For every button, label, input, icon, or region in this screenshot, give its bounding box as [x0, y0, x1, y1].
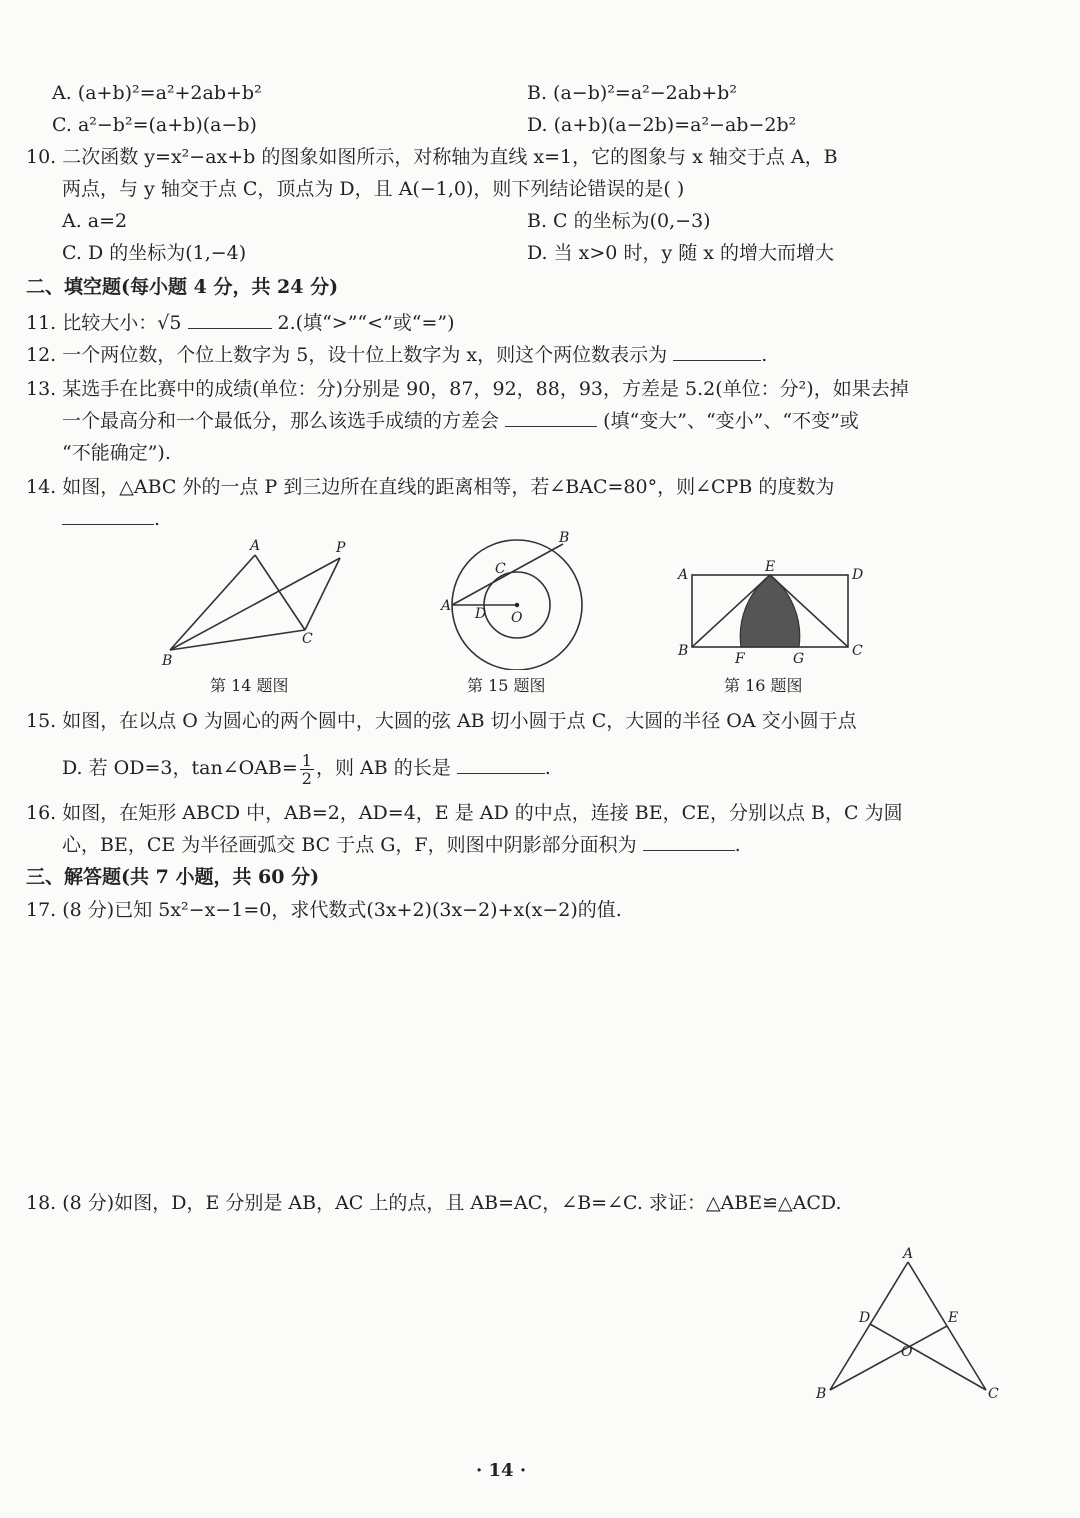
q16-line2 [62, 832, 741, 858]
q13-line1: 13. 某选手在比赛中的成绩(单位：分)分别是 90，87，92，88，93，方差是 5.2(单位：分²)，如果去掉 [26, 378, 909, 400]
q12-text-pre: 12. 一个两位数，个位上数字为 5，设十位上数字为 x，则这个两位数表示为 [26, 344, 668, 366]
q16-answer-blank[interactable] [643, 832, 735, 851]
q12-text-post: . [761, 344, 768, 366]
q11-answer-blank[interactable] [188, 310, 272, 329]
q10-option-c: C. D 的坐标为(1,−4) [62, 242, 247, 264]
fig15-label-a: A [441, 598, 452, 614]
section2-heading: 二、填空题(每小题 4 分，共 24 分) [26, 276, 339, 298]
fig16-label-a: A [678, 567, 689, 583]
q13-answer-blank[interactable] [505, 408, 597, 427]
q11 [26, 310, 455, 336]
q13-text-post: (填“变大”、“变小”、“不变”或 [603, 410, 859, 432]
q10-option-d: D. 当 x>0 时，y 随 x 的增大而增大 [527, 242, 835, 264]
q14-line1: 14. 如图，△ABC 外的一点 P 到三边所在直线的距离相等，若∠BAC=80°，则∠CPB 的度数为 [26, 476, 835, 498]
q14-answer-blank[interactable] [62, 506, 154, 525]
q11-text-pre: 11. 比较大小：√5 [26, 312, 182, 334]
q15-fraction-denominator: 2 [301, 768, 312, 788]
q9-option-d: D. (a+b)(a−2b)=a²−ab−2b² [527, 114, 797, 136]
fig18-label-c: C [988, 1386, 999, 1400]
fig15-caption: 第 15 题图 [467, 676, 546, 695]
q15-line1: 15. 如图，在以点 O 为圆心的两个圆中，大圆的弦 AB 切小圆于点 C，大圆的半径 OA 交小圆于点 [26, 710, 857, 732]
fig14-label-b: B [162, 653, 173, 669]
fig16-label-g: G [793, 651, 805, 667]
q15-fraction [300, 752, 314, 787]
fig15-label-d: D [475, 606, 487, 622]
fig18-label-d: D [859, 1310, 871, 1326]
q10-option-b: B. C 的坐标为(0,−3) [527, 210, 711, 232]
q15-answer-blank[interactable] [457, 755, 545, 774]
fig16-label-e: E [765, 559, 776, 575]
q9-option-c: C. a²−b²=(a+b)(a−b) [52, 114, 257, 136]
fig16-label-c: C [852, 643, 863, 659]
q13-line2 [62, 408, 859, 434]
fig14-label-p: P [336, 540, 346, 556]
q15-text-post: . [544, 757, 551, 779]
q10-line2: 两点，与 y 轴交于点 C，顶点为 D，且 A(−1,0)，则下列结论错误的是( ) [62, 178, 685, 200]
q12-answer-blank[interactable] [673, 342, 761, 361]
q9-option-a: A. (a+b)²=a²+2ab+b² [52, 82, 262, 104]
q10-line1: 10. 二次函数 y=x²−ax+b 的图象如图所示，对称轴为直线 x=1，它的图象与 x 轴交于点 A，B [26, 146, 838, 168]
q15-text-pre: D. 若 OD=3，tan∠OAB= [62, 757, 298, 779]
fig15-label-o: O [511, 610, 523, 626]
fig16-label-d: D [852, 567, 864, 583]
q16-text-post: . [734, 834, 741, 856]
fig16-shaded-region [740, 575, 799, 647]
fig14-label-c: C [302, 631, 313, 647]
q14-text-post: . [154, 508, 161, 530]
q13-text-pre: 一个最高分和一个最低分，那么该选手成绩的方差会 [62, 410, 500, 432]
q18: 18. (8 分)如图，D，E 分别是 AB，AC 上的点，且 AB=AC，∠B=∠C. 求证：△ABE≌△ACD. [26, 1192, 842, 1214]
fig14-diagram [150, 530, 370, 670]
q16-line1: 16. 如图，在矩形 ABCD 中，AB=2，AD=4，E 是 AD 的中点，连接 BE，CE，分别以点 B，C 为圆 [26, 802, 903, 824]
fig15-label-c: C [495, 561, 506, 577]
fig16-label-b: B [678, 643, 689, 659]
q16-text-pre: 心，BE，CE 为半径画弧交 BC 于点 G，F，则图中阴影部分面积为 [62, 834, 637, 856]
fig14-caption: 第 14 题图 [210, 676, 289, 695]
q12 [26, 342, 767, 368]
page-number: · 14 · [476, 1460, 527, 1481]
q11-text-post: 2.(填“>”“<”或“=”) [277, 312, 455, 334]
q15-line2 [62, 748, 551, 788]
q17: 17. (8 分)已知 5x²−x−1=0，求代数式(3x+2)(3x−2)+x(x−2)的值. [26, 899, 622, 921]
fig16-diagram [670, 555, 870, 670]
fig18-label-b: B [816, 1386, 827, 1400]
fig18-label-o: O [901, 1344, 913, 1360]
q15-text-mid: ，则 AB 的长是 [315, 757, 451, 779]
fig15-label-b: B [559, 530, 570, 546]
fig15-diagram [435, 530, 595, 670]
fig16-label-f: F [735, 651, 745, 667]
fig16-caption: 第 16 题图 [724, 676, 803, 695]
q10-option-a: A. a=2 [62, 210, 128, 232]
q14-line2 [62, 506, 160, 532]
section3-heading: 三、解答题(共 7 小题，共 60 分) [26, 866, 320, 888]
q15-fraction-numerator: 1 [301, 750, 312, 770]
q9-option-b: B. (a−b)²=a²−2ab+b² [527, 82, 737, 104]
fig18-label-e: E [948, 1310, 959, 1326]
q13-line3: “不能确定”). [62, 442, 171, 464]
fig14-label-a: A [250, 538, 261, 554]
fig18-label-a: A [903, 1246, 914, 1262]
fig18-diagram [810, 1240, 1010, 1400]
